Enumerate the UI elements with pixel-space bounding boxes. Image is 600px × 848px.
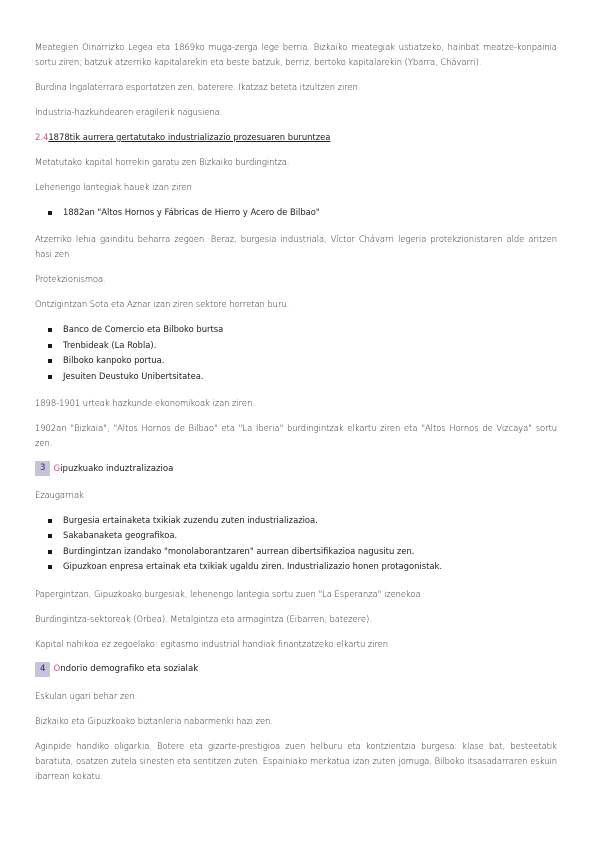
section-number-badge: 4 [35, 662, 50, 677]
paragraph-papergintza: Papergintzan, Gipuzkoako burgesiak, lehenengo lantegia sortu zuen "La Esperanza" izenekoa [35, 588, 421, 599]
bullet-icon [48, 550, 52, 554]
paragraph-hazkunde: 1898-1901 urteak hazkunde ekonomikoak izan ziren. [35, 398, 255, 409]
list-ontzigintza [35, 322, 557, 384]
paragraph-biztanleria: Bizkaiko eta Gipuzkoako biztanleria nabarmenki hazi zen. [35, 715, 273, 726]
section-heading-3 [35, 461, 557, 476]
list-item: Jesuiten Deustuko Unibertsitatea. [48, 369, 557, 384]
paragraph-ezaugarriak: Ezaugarriak [35, 490, 84, 501]
list-item: Gipuzkoan enpresa ertainak eta txikiak ugaldu ziren. Industrializazio honen protagonistak. [48, 559, 557, 574]
paragraph-lehenengo: Lehenengo lantegiak hauek izan ziren [35, 182, 192, 192]
section-title: ndorio demografiko eta sozialak [60, 664, 199, 675]
paragraph-kapital: Kapital nahikoa ez zegoelako: egitasmo industrial handiak finantzatzeko elkartu ziren [35, 638, 389, 649]
paragraph-meategien: Meategien Oinarrizko Legea eta 1869ko muga-zerga lege berria. Bizkaiko meategiak ustiatzeko, hainbat meatze-konpainia sortu ziren; batzuk atzerriko kapitalarekin eta beste batzuk, berriz, bertoko kapitalarekin (Ybarra, Chávarri). [35, 42, 557, 67]
paragraph-burdingintza: Burdingintza-sektoreak (Orbea). Metalgintza eta armagintza (Eibarren, batezere). [35, 613, 372, 624]
bullet-icon [48, 565, 52, 569]
list-lantegiak [35, 205, 557, 220]
bullet-icon [48, 344, 52, 348]
subsection-title: 1878tik aurrera gertatutako industrializazio prozesuaren buruntzea [48, 132, 331, 142]
paragraph-industria: Industria-hazkundearen eragilerik nagusiena. [35, 107, 223, 117]
section-initial: G [53, 463, 61, 474]
subsection-heading-2-4 [35, 130, 557, 145]
paragraph-ontzigintza: Ontzigintzan Sota eta Aznar izan ziren sektore horretan buru. [35, 299, 290, 310]
paragraph-atzerriko: Atzerriko lehia gainditu beharra zegoen. Beraz, burgesia industriala, Víctor Chávarri legeria protekzionistaren alde aritzen hasi zen [35, 234, 557, 260]
list-item: Sakabanaketa geografikoa. [48, 528, 557, 543]
paragraph-eskulan: Eskulan ugari behar zen. [35, 690, 138, 701]
list-item: 1882an "Altos Hornos y Fábricas de Hierro y Acero de Bilbao" [48, 205, 557, 220]
list-item: Burgesia ertainaketa txikiak zuzendu zuten industrializazioa. [48, 513, 557, 528]
paragraph-metatutako: Metatutako kapital horrekin garatu zen Bizkaiko burdingintza. [35, 157, 290, 167]
bullet-icon [48, 534, 52, 538]
paragraph-protekzionismoa: Protekzionismoa. [35, 274, 106, 285]
paragraph-burdina: Burdina Ingalaterrara esportatzen zen, baterere. Ikatzaz beteta itzultzen ziren. [35, 82, 361, 92]
document-page [35, 40, 557, 794]
list-item: Banco de Comercio eta Bilboko burtsa [48, 322, 557, 337]
section-heading-4 [35, 662, 557, 677]
paragraph-1902: 1902an "Bizkaia", "Altos Hornos de Bilbao" eta "La Iberia" burdingintzak elkartu ziren eta "Altos Hornos de Vizcaya" sortu zen. [35, 423, 557, 449]
bullet-icon [48, 211, 52, 215]
section-number-badge: 3 [35, 461, 50, 476]
list-ezaugarriak [35, 513, 557, 575]
subsection-number: 2.4 [35, 132, 49, 142]
bullet-icon [48, 328, 52, 332]
section-title: ipuzkuako induztralizazioa [60, 463, 174, 474]
list-item: Trenbideak (La Robla). [48, 338, 557, 353]
paragraph-oligarkia: Aginpide handiko oligarkia. Botere eta gizarte-prestigioa zuen helburu eta kontzientzia burgesa: klase bat, besteetatik baratuta, osatzen zutela sinesten eta sentitzen zuten. Espainiako merkatua izan zuten jomuga, Bilboko itsasadarraren eskuin ibarrean kokatu. [35, 740, 557, 781]
bullet-icon [48, 519, 52, 523]
bullet-icon [48, 359, 52, 363]
section-initial: O [53, 664, 61, 675]
list-item: Bilboko kanpoko portua. [48, 353, 557, 368]
list-item: Burdingintzan izandako "monolaborantzaren" aurrean dibertsifikazioa nagusitu zen. [48, 544, 557, 559]
bullet-icon [48, 375, 52, 379]
